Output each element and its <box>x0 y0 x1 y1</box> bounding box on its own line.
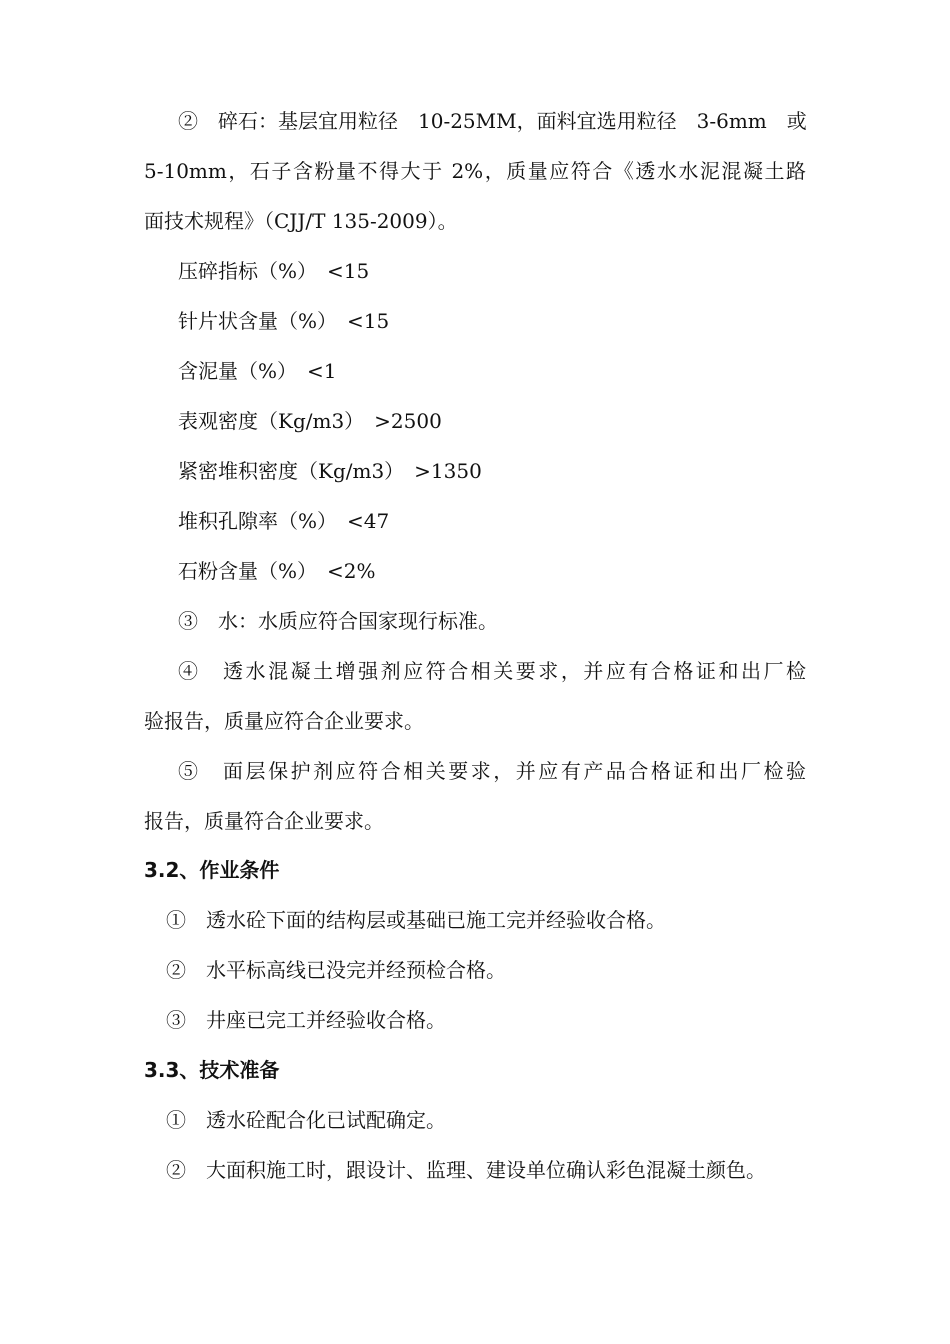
condition-item-3: ③ 井座已完工并经验收合格。 <box>166 1008 446 1032</box>
condition-item-2: ② 水平标高线已没完并经预检合格。 <box>166 958 506 982</box>
paragraph-protector-line-1: ⑤ 面层保护剂应符合相关要求，并应有产品合格证和出厂检验 <box>178 759 806 783</box>
paragraph-enhancer-line-1: ④ 透水混凝土增强剂应符合相关要求，并应有合格证和出厂检 <box>178 659 806 683</box>
paragraph-gravel-line-1: ② 碎石：基层宜用粒径 10-25MM，面料宜选用粒径 3-6mm 或 <box>178 109 807 133</box>
spec-stone-powder: 石粉含量（%） <2% <box>178 559 376 583</box>
paragraph-gravel-line-3: 面技术规程》（CJJ/T 135-2009）。 <box>144 209 458 233</box>
spec-mud-content: 含泥量（%） <1 <box>178 359 337 383</box>
spec-compact-density: 紧密堆积密度（Kg/m3） >1350 <box>178 459 482 483</box>
paragraph-gravel-line-2: 5-10mm，石子含粉量不得大于 2%，质量应符合《透水水泥混凝土路 <box>144 159 806 183</box>
spec-apparent-density: 表观密度（Kg/m3） >2500 <box>178 409 442 433</box>
spec-crushing-index: 压碎指标（%） <15 <box>178 259 370 283</box>
spec-void-ratio: 堆积孔隙率（%） <47 <box>178 509 390 533</box>
paragraph-protector-line-2: 报告，质量符合企业要求。 <box>144 809 384 833</box>
paragraph-water: ③ 水：水质应符合国家现行标准。 <box>178 609 498 633</box>
section-heading-3-3: 3.3、技术准备 <box>144 1058 280 1082</box>
tech-prep-item-1: ① 透水砼配合化已试配确定。 <box>166 1108 446 1132</box>
spec-flaky-content: 针片状含量（%） <15 <box>178 309 390 333</box>
condition-item-1: ① 透水砼下面的结构层或基础已施工完并经验收合格。 <box>166 908 666 932</box>
paragraph-enhancer-line-2: 验报告，质量应符合企业要求。 <box>144 709 424 733</box>
tech-prep-item-2: ② 大面积施工时，跟设计、监理、建设单位确认彩色混凝土颜色。 <box>166 1158 766 1182</box>
section-heading-3-2: 3.2、作业条件 <box>144 858 280 882</box>
